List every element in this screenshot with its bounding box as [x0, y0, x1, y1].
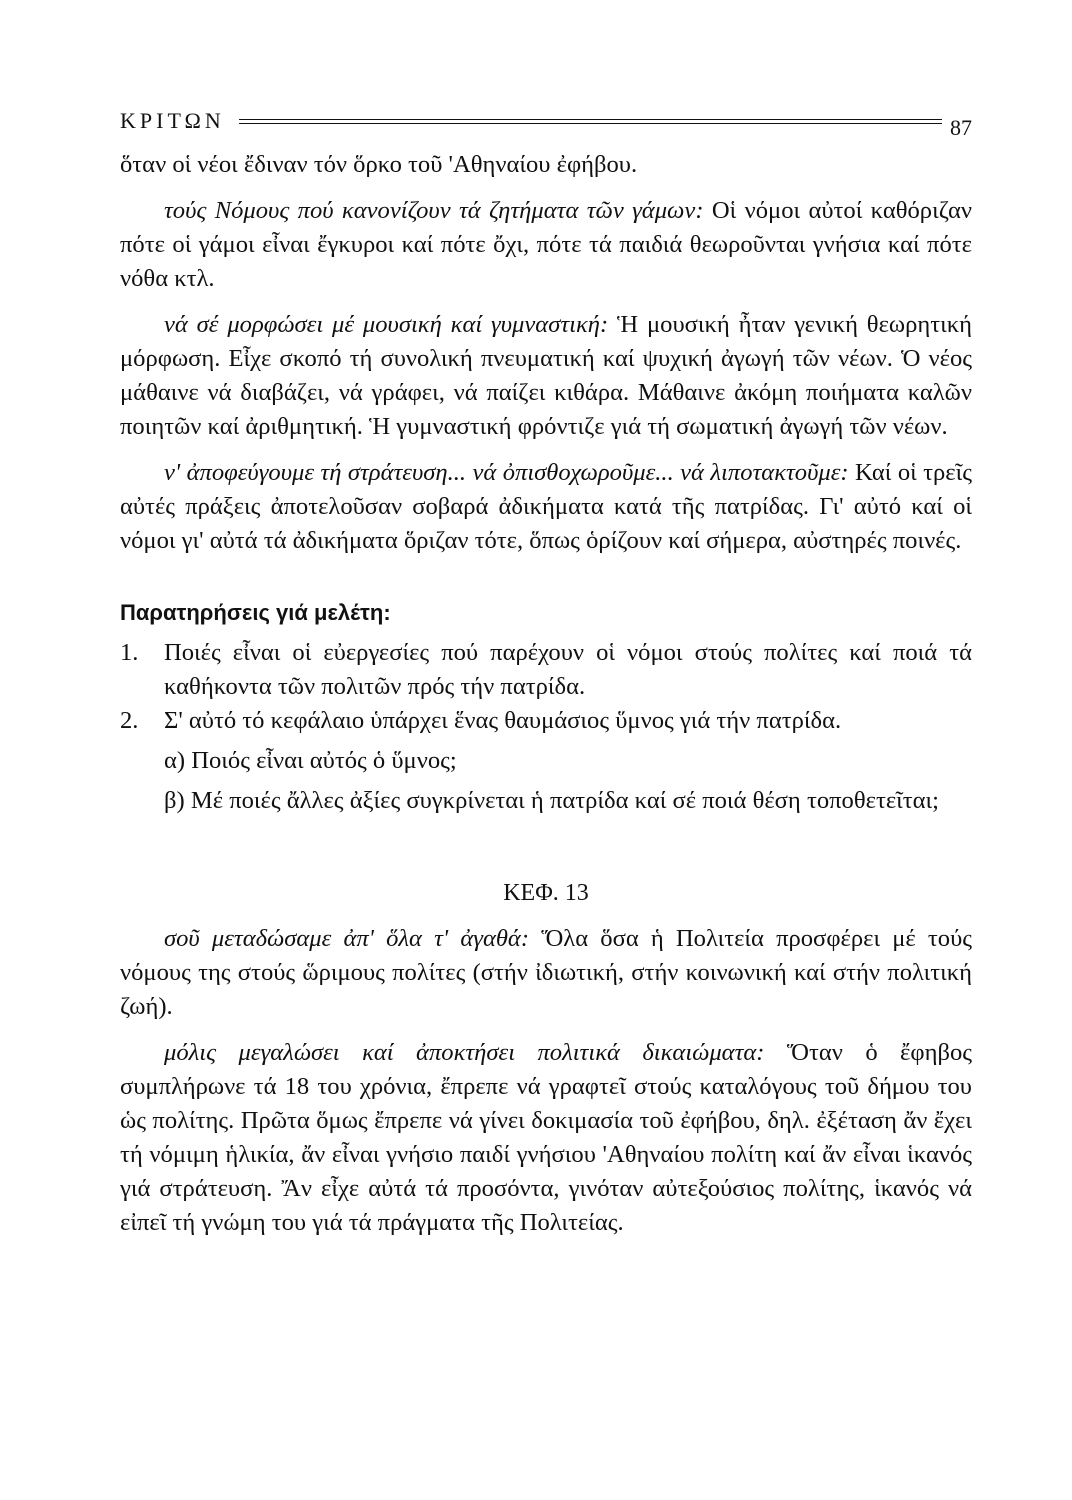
intro-line: ὅταν οἱ νέοι ἔδιναν τόν ὅρκο τοῦ 'Αθηναίου ἐφήβου. [120, 151, 638, 178]
running-title: ΚΡΙΤΩΝ [120, 108, 225, 133]
study-item [120, 636, 972, 704]
note-text: Ἡ μουσική ἦταν γενική θεωρητική μόρφωση. Εἶχε σκοπό τή συνολική πνευματική καί ψυχική ἀγωγή τῶν νέων. Ὁ νέος μάθαινε νά διαβάζει, νά γράφει, νά παίζει κιθάρα. Μάθαινε ἀκόμη ποιήματα καλῶν ποιητῶν καί ἀριθμητική. Ἡ γυμναστική φρόντιζε γιά τή σωματική ἀγωγή τῶν νέων. [120, 311, 972, 440]
study-item [120, 704, 972, 738]
note-text: Ὅλα ὅσα ἡ Πολιτεία προσφέρει μέ τούς νόμους της στούς ὥριμους πολίτες (στήν ἰδιωτική, στήν κοινωνική καί στήν πολιτική ζωή). [120, 925, 972, 1020]
note-paragraph [120, 922, 972, 1024]
running-header [120, 100, 972, 142]
page-number: 87 [950, 115, 972, 140]
note-lemma: τούς Νόμους πού κανονίζουν τά ζητήματα τῶν γάμων: [164, 197, 704, 224]
study-notes-heading: Παρατηρήσεις γιά μελέτη: [120, 600, 391, 625]
note-lemma: σοῦ μεταδώσαμε ἀπ' ὅλα τ' ἀγαθά: [164, 925, 530, 952]
study-item-text: Σ' αὐτό τό κεφάλαιο ὑπάρχει ἕνας θαυμάσιος ὕμνος γιά τήν πατρίδα. [164, 707, 842, 734]
note-paragraph [120, 456, 972, 558]
study-subitem: β) Μέ ποιές ἄλλες ἀξίες συγκρίνεται ἡ πατρίδα καί σέ ποιά θέση τοποθετεῖται; [164, 787, 939, 814]
book-page [120, 100, 972, 1240]
note-lemma: μόλις μεγαλώσει καί ἀποκτήσει πολιτικά δικαιώματα: [164, 1039, 765, 1066]
study-item-number: 2. [120, 707, 139, 734]
note-text: Ὅταν ὁ ἔφηβος συμπλήρωνε τά 18 του χρόνια, ἔπρεπε νά γραφτεῖ στούς καταλόγους τοῦ δήμου του ὡς πολίτης. Πρῶτα ὅμως ἔπρεπε νά γίνει δοκιμασία τοῦ ἐφήβου, δηλ. ἐξέταση ἄν ἔχει τή νόμιμη ἡλικία, ἄν εἶναι γνήσιο παιδί γνήσιου 'Αθηναίου πολίτη καί ἄν εἶναι ἱκανός γιά στράτευση. Ἄν εἶχε αὐτά τά προσόντα, γινόταν αὐτεξούσιος πολίτης, ἱκανός νά εἰπεῖ τή γνώμη του γιά τά πράγματα τῆς Πολιτείας. [120, 1039, 972, 1236]
header-double-rule [239, 119, 942, 124]
chapter-heading: ΚΕΦ. 13 [503, 880, 589, 906]
study-item-number: 1. [120, 639, 139, 666]
note-paragraph [120, 1036, 972, 1240]
note-paragraph [120, 308, 972, 444]
note-lemma: νά σέ μορφώσει μέ μουσική καί γυμναστική: [164, 311, 609, 338]
study-item-text: Ποιές εἶναι οἱ εὐεργεσίες πού παρέχουν οἱ νόμοι στούς πολίτες καί ποιά τά καθήκοντα τῶν πολιτῶν πρός τήν πατρίδα. [164, 639, 972, 700]
study-subitem: α) Ποιός εἶναι αὐτός ὁ ὕμνος; [164, 747, 457, 774]
note-text: Καί οἱ τρεῖς αὐτές πράξεις ἀποτελοῦσαν σοβαρά ἀδικήματα κατά τῆς πατρίδας. Γι' αὐτό καί οἱ νόμοι γι' αὐτά τά ἀδικήματα ὅριζαν τότε, ὅπως ὁρίζουν καί σήμερα, αὐστηρές ποινές. [120, 459, 972, 554]
note-lemma: ν' ἀποφεύγουμε τή στράτευση... νά ὀπισθοχωροῦμε... νά λιποτακτοῦμε: [164, 459, 849, 486]
note-text: Οἱ νόμοι αὐτοί καθόριζαν πότε οἱ γάμοι εἶναι ἔγκυροι καί πότε ὄχι, πότε τά παιδιά θεωροῦνται γνήσια καί πότε νόθα κτλ. [120, 197, 972, 292]
note-paragraph [120, 194, 972, 296]
page-body [120, 148, 972, 1240]
